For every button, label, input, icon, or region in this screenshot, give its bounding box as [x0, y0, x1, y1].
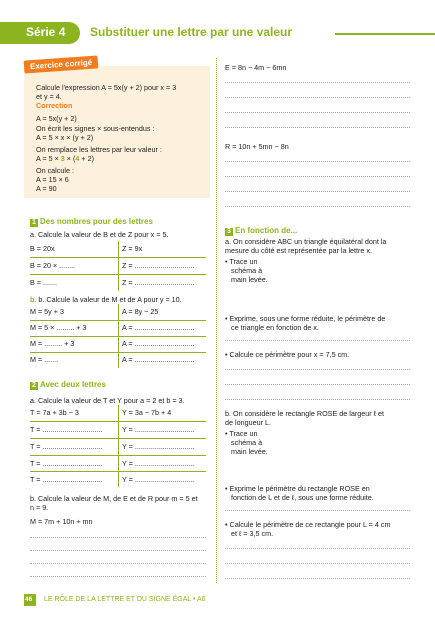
bullet-item: main levée.: [231, 447, 268, 456]
corrige-line: et y = 4.: [36, 92, 62, 101]
correction-label: Correction: [36, 101, 73, 110]
expression-r: R = 10n + 5mn − 8n: [225, 142, 289, 151]
answer-line: [30, 563, 206, 564]
corrige-line: Calcule l'expression A = 5x(y + 2) pour x = 3: [36, 83, 177, 92]
cell: M = 5 × ......... + 3: [30, 323, 87, 332]
answer-line: [225, 206, 410, 207]
exercise-3-b: b. On considère le rectangle ROSE de largeur ℓ et: [225, 409, 384, 418]
corrige-line: On remplace les lettres par leur valeur :: [36, 145, 162, 154]
answer-line: [30, 576, 206, 577]
answer-line: [225, 548, 410, 549]
cell: T = ..............................: [30, 459, 103, 468]
exercise-2-m: M = 7m + 10n + mn: [30, 517, 93, 526]
exercise-1-a: a. Calcule la valeur de B et de Z pour x = 5.: [30, 230, 169, 239]
cell: B = 20 × ........: [30, 261, 76, 270]
cell: A = ..............................: [122, 339, 195, 348]
cell: Y = ..............................: [122, 425, 195, 434]
cell: B = .......: [30, 278, 57, 287]
corrige-line: A = 5 × x × (y + 2): [36, 133, 94, 142]
exercise-1-title: 1 Des nombres pour des lettres: [30, 217, 153, 227]
exercise-2-title: 2 Avec deux lettres: [30, 380, 106, 390]
answer-line: [225, 127, 410, 128]
cell: M = 5y + 3: [30, 307, 64, 316]
cell: Z = ..............................: [122, 261, 195, 270]
footer-text: LE RÔLE DE LA LETTRE ET DU SIGNE ÉGAL • A6: [44, 596, 206, 603]
cell: Z = ..............................: [122, 278, 195, 287]
bullet-item: • Trace un: [225, 429, 258, 438]
answer-line: [225, 82, 410, 83]
bullet-item: • Calcule ce périmètre pour x = 7,5 cm.: [225, 350, 350, 359]
sketch-area: [270, 255, 410, 303]
cell: Y = ..............................: [122, 442, 195, 451]
exercise-3-b: de longueur L.: [225, 418, 271, 427]
bullet-item: schéma à: [231, 438, 263, 447]
exercise-2-a: a. Calcule la valeur de T et Y pour a = 2 et b = 3.: [30, 396, 185, 405]
cell: Y = ..............................: [122, 475, 195, 484]
cell: T = ..............................: [30, 442, 103, 451]
bullet-item: • Exprime le périmètre du rectangle ROSE en: [225, 484, 370, 493]
bullet-item: • Trace un: [225, 257, 258, 266]
cell: Y = ..............................: [122, 459, 195, 468]
corrige-line: A = 90: [36, 184, 57, 193]
corrige-line-substitution: A = 5 × 3 × (4 + 2): [36, 154, 94, 163]
cell: M = .......: [30, 355, 59, 364]
bullet-item: • Exprime, sous une forme réduite, le périmètre de: [225, 314, 386, 323]
answer-line: [225, 112, 410, 113]
answer-line: [225, 563, 410, 564]
cell: T = 7a + 3b − 3: [30, 408, 79, 417]
cell: T = ..............................: [30, 425, 103, 434]
cell: A = ..............................: [122, 323, 195, 332]
page-title: Substituer une lettre par une valeur: [90, 25, 293, 39]
cell: Y = 3a − 7b + 4: [122, 408, 172, 417]
cell: B = 20x: [30, 244, 55, 253]
bullet-item: fonction de L et de ℓ, sous une forme réduite.: [231, 493, 374, 502]
answer-line: [225, 510, 410, 511]
answer-line: [225, 191, 410, 192]
bullet-item: schéma à: [231, 266, 263, 275]
exercise-3-a: mesure du côté est représentée par la lettre x.: [225, 246, 373, 255]
footer-page-number: 46: [25, 596, 33, 603]
cell: M = ......... + 3: [30, 339, 75, 348]
cell: A = 8y − 25: [122, 307, 159, 316]
answer-line: [225, 578, 410, 579]
answer-line: [225, 399, 410, 400]
answer-line: [225, 176, 410, 177]
bullet-item: • Calcule le périmètre de ce rectangle pour L = 4 cm: [225, 520, 391, 529]
corrige-line: On calcule :: [36, 166, 74, 175]
cell: Z = 9x: [122, 244, 143, 253]
exercise-2-b: n = 9.: [30, 503, 49, 512]
answer-line: [225, 161, 410, 162]
corrige-line: A = 15 × 6: [36, 175, 69, 184]
corrige-line: On écrit les signes × sous-entendus :: [36, 124, 155, 133]
expression-e: E = 8n − 4m − 6mn: [225, 63, 287, 72]
bullet-item: ce triangle en fonction de x.: [231, 323, 319, 332]
corrige-tag: Exercice corrigé: [24, 55, 99, 73]
answer-line: [225, 384, 410, 385]
answer-line: [30, 550, 206, 551]
answer-line: [225, 369, 410, 370]
exercise-3-a: a. On considère ABC un triangle équilatéral dont la: [225, 237, 387, 246]
exercise-1-b: b. b. Calcule la valeur de M et de A pour y = 10.: [30, 295, 182, 304]
answer-line: [30, 537, 206, 538]
bullet-item: main levée.: [231, 275, 268, 284]
serie-label: Série 4: [26, 25, 66, 39]
header-rule: [335, 33, 435, 35]
cell: A = ..............................: [122, 355, 195, 364]
bullet-item: et ℓ = 3,5 cm.: [231, 529, 274, 538]
exercise-3-title: 3 En fonction de...: [225, 226, 297, 236]
exercise-2-b: b. Calcule la valeur de M, de E et de R pour m = 5 et: [30, 494, 198, 503]
column-divider: [216, 58, 217, 583]
answer-line: [225, 97, 410, 98]
cell: T = ..............................: [30, 475, 103, 484]
answer-line: [225, 340, 410, 341]
corrige-line: A = 5x(y + 2): [36, 114, 77, 123]
